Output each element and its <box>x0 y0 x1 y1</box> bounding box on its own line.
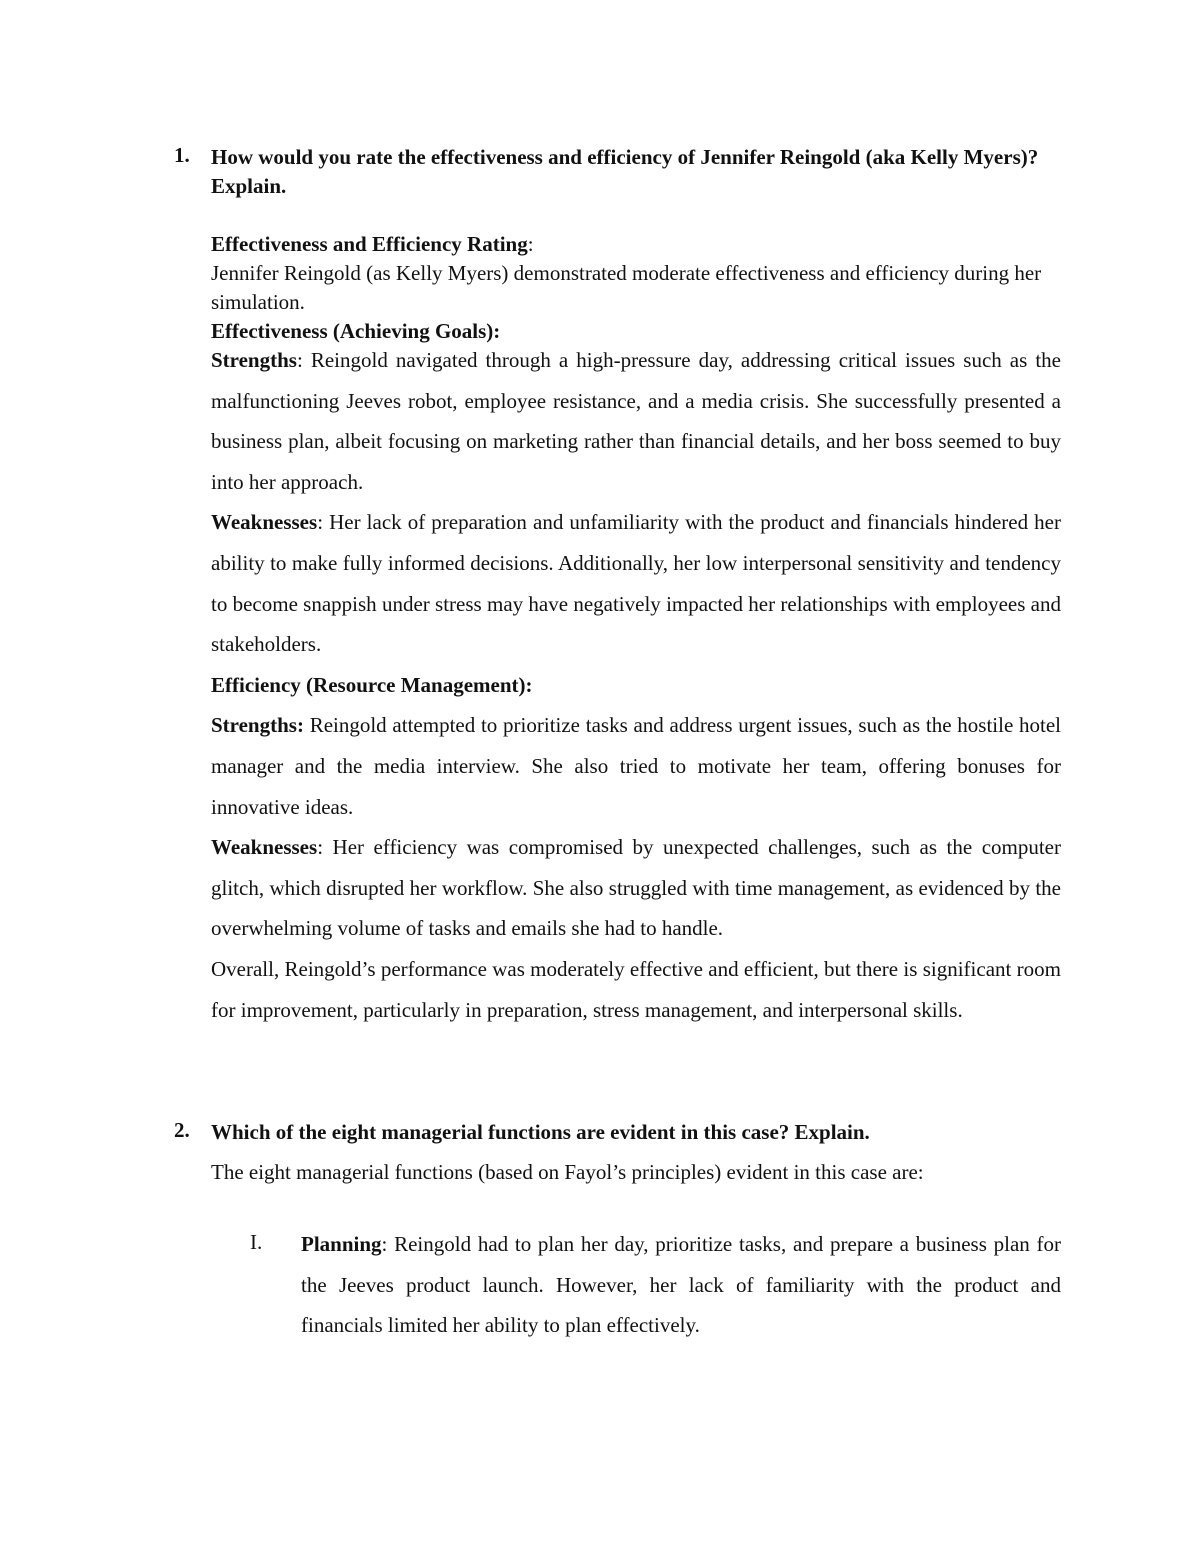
effi-weaknesses-label: Weaknesses <box>211 835 318 860</box>
rating-heading: Effectiveness and Efficiency Rating <box>211 232 528 256</box>
question-2-text: Which of the eight managerial functions are evident in this case? Explain. <box>211 1120 870 1144</box>
eff-weaknesses-paragraph <box>211 502 1061 664</box>
eff-weaknesses-label: Weaknesses <box>211 510 318 535</box>
effectiveness-heading: Effectiveness (Achieving Goals): <box>211 319 501 343</box>
effectiveness-section <box>211 340 1061 1030</box>
rating-heading-colon: : <box>527 232 534 256</box>
efficiency-heading: Efficiency (Resource Management): <box>211 672 533 697</box>
planning-text: : Reingold had to plan her day, prioritize tasks, and prepare a business plan for the Jeeves product launch. However, her lack of familiarity with the product and financials limited her ability to plan effectively. <box>301 1232 1061 1338</box>
planning-label: Planning <box>301 1232 382 1256</box>
effi-strengths-paragraph <box>211 705 1061 827</box>
question-1-number: 1. <box>174 143 190 167</box>
eff-strengths-text: : Reingold navigated through a high-pressure day, addressing critical issues such as the malfunctioning Jeeves robot, employee resistance, and a media crisis. She successfully presented a business plan, albeit focusing on marketing rather than financial details, and her boss seemed to buy into her approach. <box>211 348 1061 494</box>
eff-weaknesses-text: : Her lack of preparation and unfamiliarity with the product and financials hindered her ability to make fully informed decisions. Additionally, her low interpersonal sensitivity and tendency to become snappish under stress may have negatively impacted her relationships with employees and stakeholders. <box>211 510 1061 657</box>
question-2-intro: The eight managerial functions (based on Fayol’s principles) evident in this case are: <box>211 1160 924 1184</box>
effi-weaknesses-paragraph <box>211 827 1061 949</box>
effi-strengths-text: Reingold attempted to prioritize tasks and address urgent issues, such as the hostile hotel manager and the media interview. She also tried to motivate her team, offering bonuses for innovative ideas. <box>211 713 1061 819</box>
overall-paragraph: Overall, Reingold’s performance was moderately effective and efficient, but there is significant room for improvement, particularly in preparation, stress management, and interpersonal skills. <box>211 956 1061 1022</box>
planning-numeral: I. <box>250 1230 263 1254</box>
question-1-text: How would you rate the effectiveness and efficiency of Jennifer Reingold (aka Kelly Myers)? Explain. <box>211 145 1039 198</box>
rating-heading-line <box>211 230 1061 259</box>
eff-strengths-paragraph <box>211 340 1061 502</box>
rating-text: Jennifer Reingold (as Kelly Myers) demonstrated moderate effectiveness and efficiency during her simulation. <box>211 261 1042 314</box>
effi-weaknesses-text: : Her efficiency was compromised by unexpected challenges, such as the computer glitch, which disrupted her workflow. She also struggled with time management, as evidenced by the overwhelming volume of tasks and emails she had to handle. <box>211 835 1061 941</box>
planning-paragraph <box>301 1224 1061 1346</box>
eff-strengths-label: Strengths <box>211 348 297 372</box>
question-2-number: 2. <box>174 1118 190 1142</box>
effi-strengths-label: Strengths: <box>211 713 304 738</box>
rating-section <box>211 230 1061 346</box>
